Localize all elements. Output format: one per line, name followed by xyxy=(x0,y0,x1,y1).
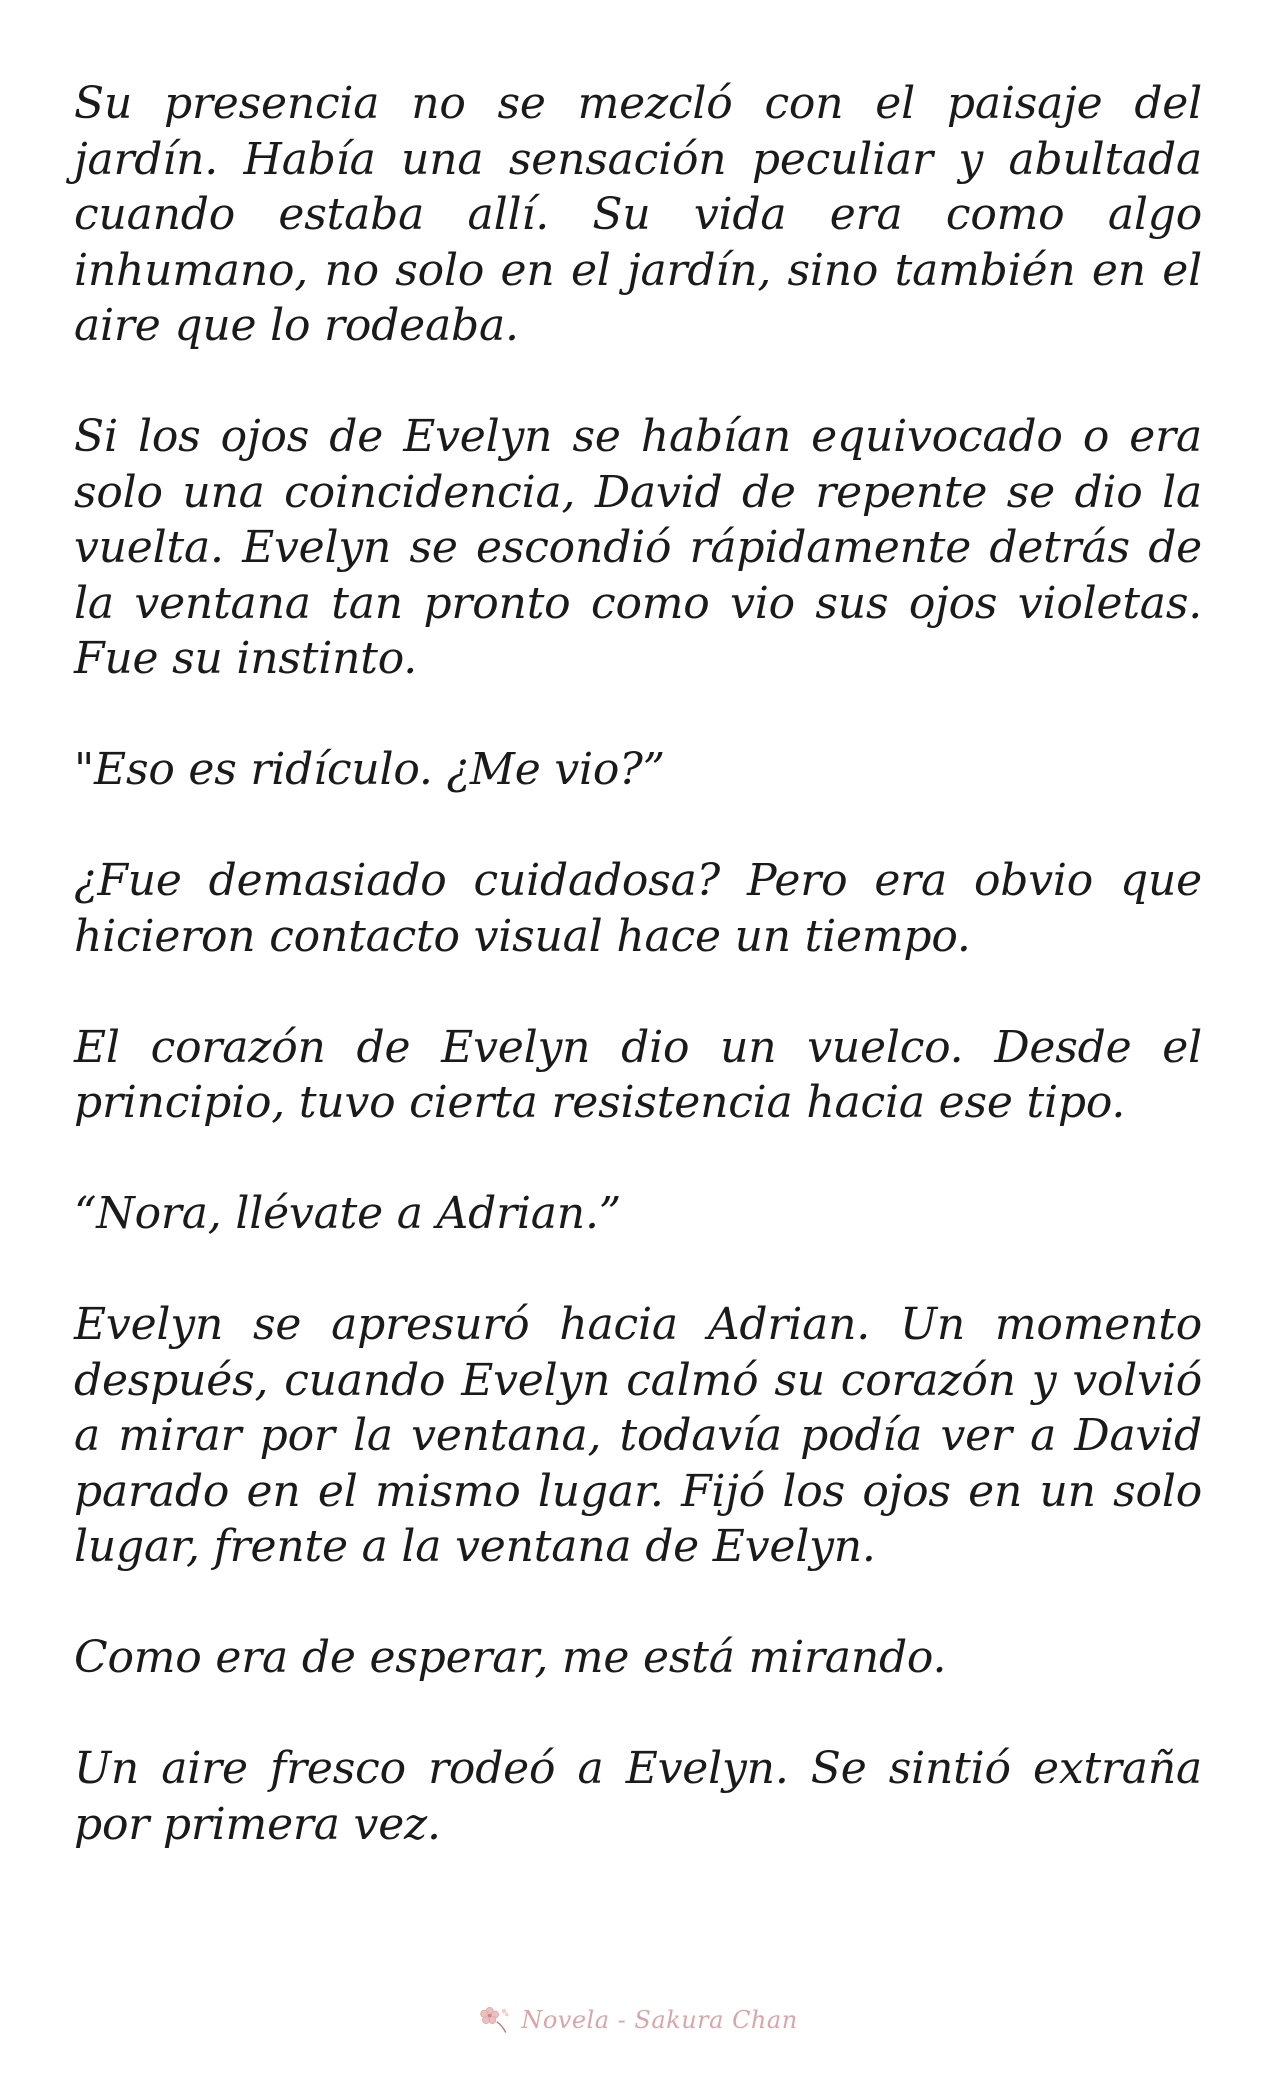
paragraph-9: Un aire fresco rodeó a Evelyn. Se sintió extraña por primera vez. xyxy=(74,1743,1202,1850)
paragraph-8: Como era de esperar, me está mirando. xyxy=(74,1632,947,1683)
paragraph-1: Su presencia no se mezcló con el paisaje del jardín. Había una sensación peculiar y abultada cuando estaba allí. Su vida era como algo inhumano, no solo en el jardín, sino también en el aire que lo rodeaba. xyxy=(74,78,1202,351)
paragraph-3: "Eso es ridículo. ¿Me vio?” xyxy=(74,744,665,795)
cherry-blossom-icon xyxy=(477,2002,513,2038)
footer xyxy=(0,1990,1275,2050)
watermark xyxy=(477,2002,797,2038)
paragraph-5: El corazón de Evelyn dio un vuelco. Desde el principio, tuvo cierta resistencia hacia ese tipo. xyxy=(74,1021,1202,1128)
watermark-text: Novela - Sakura Chan xyxy=(521,2006,798,2034)
paragraph-6: “Nora, llévate a Adrian.” xyxy=(74,1188,622,1239)
document-body xyxy=(74,76,1202,1908)
paragraph-2: Si los ojos de Evelyn se habían equivocado o era solo una coincidencia, David de repente se dio la vuelta. Evelyn se escondió rápidamente detrás de la ventana tan pronto como vio sus ojos violetas. Fue su instinto. xyxy=(74,411,1202,684)
paragraph-7: Evelyn se apresuró hacia Adrian. Un momento después, cuando Evelyn calmó su corazón y volvió a mirar por la ventana, todavía podía ver a David parado en el mismo lugar. Fijó los ojos en un solo lugar, frente a la ventana de Evelyn. xyxy=(74,1299,1202,1572)
paragraph-4: ¿Fue demasiado cuidadosa? Pero era obvio que hicieron contacto visual hace un tiempo. xyxy=(74,855,1202,962)
